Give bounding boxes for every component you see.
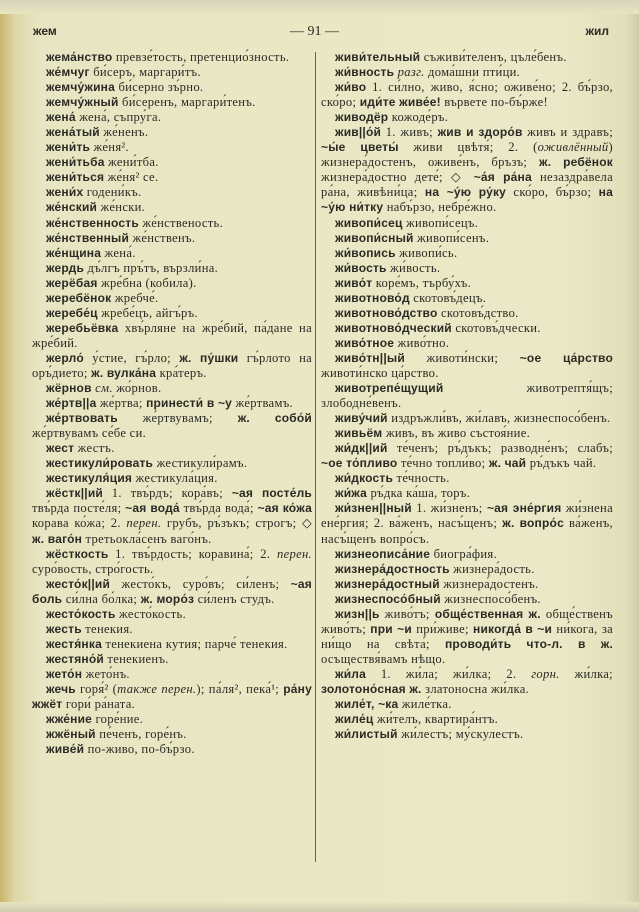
translation: издръжли́въ, жи́лавъ, жизнеспосо́бенъ. [387, 411, 611, 426]
headword: жеребёнок [46, 290, 112, 305]
phrase: ~ое то́пливо [321, 456, 398, 471]
translation: жена́. [101, 245, 136, 260]
headword: жесть [46, 621, 82, 636]
translation: третьокла́сенъ ваго́нъ. [82, 531, 212, 546]
translation: же́нственъ. [129, 230, 196, 245]
dictionary-entry [321, 592, 613, 607]
translation: ); па́ля², пека́¹; [196, 681, 284, 696]
translation: корава ко́жа; 2. [32, 516, 127, 531]
dictionary-entry [321, 577, 613, 592]
dictionary-entry [32, 381, 312, 396]
dictionary-entry [32, 140, 312, 155]
translation: жизнера́дость. [449, 561, 535, 576]
headword: же́ртв||а [46, 396, 97, 411]
dictionary-entry [32, 185, 312, 200]
translation: живо́тно. [394, 335, 450, 350]
translation: жестикула́ция. [132, 471, 218, 486]
headword: жеребьёвка [46, 320, 119, 335]
headword: жи́вость [335, 260, 387, 275]
translation: превзе́тость, претенцио́зность. [112, 50, 290, 64]
column-divider [315, 52, 316, 862]
translation: незаздра́вела ра́на, живѣни́ца; [321, 170, 613, 200]
headword: жиле́ц [335, 712, 374, 727]
phrase: жив и здоро́в [437, 125, 523, 140]
headword: жердь [46, 260, 85, 275]
headword: живопи́сный [335, 230, 414, 245]
dictionary-entry [321, 607, 613, 667]
headword: же́нственный [46, 230, 130, 245]
headword: жемчу́жный [46, 95, 119, 110]
phrase: золотоно́сная ж. [321, 681, 422, 696]
translation: жре́бна (кобила). [97, 275, 197, 290]
phrase: на ~у́ю ру́ку [424, 185, 507, 200]
translation: же́ня² се. [104, 170, 159, 185]
translation: жо́рнов. [112, 381, 162, 396]
dictionary-entry [32, 80, 312, 95]
dictionary-entry [321, 712, 613, 727]
phrase: ~ая боль [32, 576, 312, 606]
dictionary-entry [32, 306, 312, 321]
translation: гъ́рлото на оръ́дието; [32, 350, 312, 380]
translation: оживлённый [537, 140, 609, 155]
translation: жи́лка; [559, 666, 613, 681]
phrase: ж. вулка́на [91, 365, 157, 380]
phrase: ж. вопро́с [502, 516, 564, 531]
translation: жизнера́достно дете́; ◇ [321, 170, 474, 185]
translation: животи́нски; [404, 350, 520, 365]
translation: живъ и здравъ; [522, 125, 613, 140]
translation: же́ртва; [96, 396, 147, 411]
dictionary-entry [32, 742, 312, 757]
translation: разг. [394, 65, 425, 80]
dictionary-entry [321, 50, 613, 65]
phrase: ~а́я ра́на [473, 170, 532, 185]
headword: жени́ть [46, 140, 91, 155]
dictionary-entry [32, 547, 312, 577]
translation: животрептя́щъ; злободне́венъ. [321, 381, 613, 411]
translation: жизнера́достенъ. [439, 576, 539, 591]
phrase: ~ая эне́ргия [486, 501, 562, 516]
headword: животново́дство [335, 305, 438, 320]
translation: горн. [531, 666, 560, 681]
translation: жесто́кость. [115, 606, 187, 621]
translation: те́чность. [393, 471, 450, 486]
headword: же́нщина [46, 245, 102, 260]
headword: жи́жа [335, 486, 368, 501]
translation: животи́нско ца́рство. [321, 365, 439, 380]
phrase: иди́те живе́е! [359, 95, 441, 110]
translation: также перен. [117, 681, 197, 696]
translation: си́ленъ студъ. [194, 591, 275, 606]
translation: ва́женъ, насъ́щенъ вопро́съ. [321, 516, 613, 546]
headword: жест [46, 441, 75, 456]
dictionary-entry [321, 486, 613, 501]
headword: животново́дческий [335, 320, 452, 335]
translation: живъ, въ живо състоя́ние. [382, 426, 531, 441]
dictionary-entry [321, 667, 613, 697]
translation: горе́ние. [92, 712, 144, 727]
dictionary-entry [321, 125, 613, 215]
headword: живо́т [335, 275, 373, 290]
translation: скотовъ́дство. [437, 305, 519, 320]
headword: жечь [46, 681, 76, 696]
headword: же́нский [46, 200, 98, 215]
translation: жребе́цъ, айгъ́ръ. [97, 305, 198, 320]
translation: съживи́теленъ, цъле́бенъ. [420, 50, 567, 64]
headword: жени́х [46, 185, 84, 200]
translation: кра́теръ. [156, 365, 207, 380]
translation: 1. живъ; [381, 125, 438, 140]
dictionary-entry [32, 396, 312, 411]
headword: жена́тый [46, 125, 100, 140]
headword: жема́нство [46, 50, 113, 64]
translation: гори́ ра́ната. [62, 697, 136, 712]
headword: живе́й [46, 742, 85, 757]
dictionary-entry [32, 155, 312, 170]
headword: жи́вность [335, 65, 395, 80]
headword: жизнеописа́ние [335, 546, 431, 561]
left-column [32, 50, 312, 757]
dictionary-entry [32, 652, 312, 667]
translation: см. [91, 381, 113, 396]
dictionary-entry [32, 411, 312, 441]
translation: жребче́. [111, 290, 159, 305]
headword: животново́д [335, 290, 410, 305]
translation: твъ́рда посте́ля; [32, 501, 126, 516]
dictionary-entry [32, 50, 312, 65]
headword: живьём [335, 426, 383, 441]
scan-bottom-edge [0, 902, 639, 912]
dictionary-entry [32, 727, 312, 742]
dictionary-entry [32, 95, 312, 110]
headword: живо́тн||ый [335, 350, 405, 365]
translation: златоносна жи́лка. [421, 681, 530, 696]
dictionary-entry [32, 110, 312, 125]
headword: жето́н [46, 666, 83, 681]
dictionary-entry [321, 547, 613, 562]
dictionary-entry [32, 682, 312, 712]
dictionary-entry [32, 216, 312, 231]
translation: же́нски. [97, 200, 146, 215]
right-column [321, 50, 613, 742]
headword: жже́ние [46, 712, 93, 727]
headword: жёстк||ий [46, 486, 104, 501]
dictionary-entry [32, 170, 312, 185]
dictionary-entry [32, 667, 312, 682]
translation: вървете по-бъ́рже! [440, 95, 548, 110]
phrase: ж. ребёнок [538, 155, 613, 170]
translation: осъществя́вамъ нѣщо. [321, 651, 446, 666]
translation: суро́вость, стро́гость. [32, 561, 154, 576]
dictionary-entry [321, 411, 613, 426]
dictionary-entry [32, 486, 312, 546]
headword: же́ртвовать [46, 411, 118, 426]
translation: же́ня². [90, 140, 129, 155]
headword: жёрнов [46, 381, 92, 396]
translation: живо́тъ; [379, 606, 435, 621]
translation: обще́ственъ живо́тъ; [321, 606, 613, 636]
dictionary-entry [32, 261, 312, 276]
translation: жестикули́рамъ. [153, 456, 248, 471]
translation: ско́ро, бъ́рзо; [506, 185, 599, 200]
dictionary-entry [321, 291, 613, 306]
translation: те́ченъ; ръ́дъкъ; разводне́нъ; слабъ; [387, 441, 613, 456]
translation: годени́къ. [83, 185, 142, 200]
translation: дома́шни пти́ци. [424, 65, 521, 80]
dictionary-entry [32, 456, 312, 471]
dictionary-entry [321, 276, 613, 291]
dictionary-entry [32, 637, 312, 652]
translation: 1. твъ́рдъ; кора́въ; [103, 486, 232, 501]
dictionary-entry [321, 336, 613, 351]
dictionary-entry [32, 291, 312, 306]
dictionary-entry [32, 276, 312, 291]
phrase: ж. ваго́н [32, 531, 83, 546]
translation: би́серно зъ́рно. [115, 80, 204, 95]
headword: жив||о́й [335, 125, 382, 140]
phrase: ~ая вода́ [125, 501, 180, 516]
translation: ни́кога, за ни́що на свѣта́; [321, 621, 613, 651]
dictionary-entry [32, 125, 312, 140]
phrase: ~ы́е цветы́ [321, 140, 399, 155]
translation: у́стие, гъ́рло; [83, 350, 180, 365]
translation: перен. [126, 516, 162, 531]
translation: набъ́рзо, небре́жно. [383, 200, 497, 215]
translation: тенекия. [81, 621, 133, 636]
translation: жесто́къ, суро́въ; си́ленъ; [110, 576, 291, 591]
headword: жизнера́достность [335, 561, 450, 576]
translation: те́чно топли́во; [397, 456, 489, 471]
headword: жени́ться [46, 170, 105, 185]
translation: пе́ченъ, горе́нъ. [95, 727, 187, 742]
headword: жи́листый [335, 727, 398, 742]
dictionary-entry [321, 261, 613, 276]
headword: жерёбая [46, 275, 98, 290]
dictionary-entry [321, 426, 613, 441]
phrase: ~ое ца́рство [519, 350, 613, 365]
translation: жизнеспосо́бенъ. [440, 591, 541, 606]
translation: ръ́дка ка́ша, торъ. [367, 486, 471, 501]
translation: коре́мъ, търбу́хъ. [372, 275, 472, 290]
translation: 1. твъ́рдость; коравина́; 2. [108, 546, 278, 561]
translation: жи́вость. [386, 260, 441, 275]
dictionary-entry [321, 727, 613, 742]
dictionary-entry [321, 381, 613, 411]
translation: горя́² ( [75, 681, 118, 696]
dictionary-entry [321, 231, 613, 246]
headword: жестикуля́ция [46, 471, 133, 486]
translation: же́ртвувамъ се́бе си. [32, 426, 147, 441]
headword: живу́чий [335, 411, 388, 426]
dictionary-entry [32, 441, 312, 456]
translation: грубъ, ръ́зъкъ; строгъ; ◇ [161, 516, 312, 531]
phrase: ~ая посте́ль [231, 486, 312, 501]
headword: живодёр [335, 110, 389, 125]
phrase: ~ая ко́жа [257, 501, 313, 516]
translation: твъ́рда вода́; [179, 501, 258, 516]
headword: жестикули́ровать [46, 456, 154, 471]
translation: перен. [277, 546, 312, 561]
headword: жиле́т, ~ка [335, 697, 399, 712]
dictionary-entry [321, 562, 613, 577]
scan-top-edge [0, 0, 639, 14]
translation: же́ненъ. [99, 125, 149, 140]
dictionary-entry [32, 351, 312, 381]
dictionary-entry [32, 231, 312, 246]
dictionary-entry [321, 80, 613, 110]
dictionary-entry [321, 216, 613, 231]
translation: 1. си́лно, живо, я́сно; оживе́но; 2. бъ́рзо, ско́ро; [321, 80, 613, 110]
translation: биогра́фия. [430, 546, 497, 561]
dictionary-entry [321, 321, 613, 336]
translation: жена́, съпру́га. [75, 110, 162, 125]
dictionary-entry [32, 622, 312, 637]
dictionary-entry [321, 471, 613, 486]
headword: жи́дкость [335, 471, 394, 486]
translation: би́серъ, маргари́тъ. [89, 65, 201, 80]
dictionary-entry [321, 351, 613, 381]
translation: живопи́сецъ. [402, 215, 479, 230]
headword: жесто́к||ий [46, 576, 111, 591]
translation: жи́знена ене́ргия; 2. ва́женъ, насъ́щенъ; [321, 501, 613, 531]
translation: жени́тба. [104, 155, 159, 170]
translation: ръ́дъкъ чай. [526, 456, 597, 471]
headword: жени́тьба [46, 155, 105, 170]
translation: хвъ́рляне на жре́бий, па́дане на жре́бий. [32, 320, 312, 350]
headword: жи́ла [335, 666, 366, 681]
dictionary-entry [32, 246, 312, 261]
translation: жето́нъ. [82, 666, 130, 681]
translation: жестъ. [74, 441, 115, 456]
left-guide-word: жем [33, 24, 57, 38]
translation: при́живе; [411, 621, 474, 636]
right-guide-word: жил [585, 24, 609, 38]
headword: же́нственность [46, 215, 139, 230]
dictionary-entry [32, 65, 312, 80]
dictionary-entry [32, 471, 312, 486]
headword: жена́ [46, 110, 76, 125]
headword: же́мчуг [46, 65, 90, 80]
translation: тенекиенъ. [103, 651, 169, 666]
page-number: — 91 — [290, 24, 339, 39]
translation: жиле́тка. [398, 697, 452, 712]
headword: жизн||ь [335, 606, 380, 621]
dictionary-entry [321, 501, 613, 546]
phrase: принести́ в ~у [146, 396, 233, 411]
headword: жи́вопись [335, 245, 396, 260]
translation: 1. жи́зненъ; [411, 501, 487, 516]
dictionary-entry [321, 441, 613, 471]
translation: живопи́сь. [395, 245, 458, 260]
phrase: на ~у́ю ни́тку [321, 185, 613, 215]
headword: жеребе́ц [46, 305, 98, 320]
translation: по-живо, по-бъ́рзо. [84, 742, 195, 757]
translation: тенекиена кутия; парче́ тенекия. [101, 636, 288, 651]
headword: жизнеспосо́бный [335, 591, 441, 606]
dictionary-entry [32, 607, 312, 622]
dictionary-entry [321, 65, 613, 80]
translation: живи цвѣтя́; 2. ( [398, 140, 538, 155]
dictionary-entry [321, 306, 613, 321]
translation: жи́телъ, квартира́нтъ. [373, 712, 499, 727]
phrase: никогда́ в ~и [473, 621, 553, 636]
phrase: при ~и [370, 621, 412, 636]
phrase: проводи́ть что-л. в ж. [444, 636, 613, 651]
headword: жестя́нка [46, 636, 102, 651]
phrase: ж. собо́й [237, 411, 312, 426]
headword: жи́во [335, 80, 367, 95]
headword: жесто́кость [46, 606, 116, 621]
translation: ) жизнера́достенъ, оживе́нъ, бръзъ; [321, 140, 613, 170]
headword: жёсткость [46, 546, 109, 561]
dictionary-entry [321, 246, 613, 261]
translation: скотовъ́дчески. [451, 320, 541, 335]
headword: жерло́ [46, 350, 84, 365]
headword: жизнера́достный [335, 576, 440, 591]
headword: жи́дк||ий [335, 441, 388, 456]
dictionary-entry [321, 110, 613, 125]
headword: живо́тное [335, 335, 395, 350]
dictionary-entry [32, 712, 312, 727]
translation: же́ртвамъ. [232, 396, 293, 411]
headword: животрепе́щущий [335, 381, 444, 396]
dictionary-entry [32, 200, 312, 215]
phrase: обще́ственная ж. [434, 606, 541, 621]
headword: живи́тельный [335, 50, 421, 64]
translation: скотовъ́децъ. [409, 290, 487, 305]
phrase: ж. чай [488, 456, 527, 471]
phrase: ра́ну жжёт [32, 681, 312, 712]
translation: жи́лестъ; му́скулестъ. [397, 727, 524, 742]
translation: дъ́лгъ пръ́тъ, вързли́на. [84, 260, 219, 275]
headword: жестяно́й [46, 651, 104, 666]
phrase: ж. моро́з [140, 591, 195, 606]
headword: живопи́сец [335, 215, 403, 230]
translation: живопи́сенъ. [413, 230, 490, 245]
dictionary-entry [32, 321, 312, 351]
headword: жжёный [46, 727, 96, 742]
translation: си́лна бо́лка; [62, 591, 141, 606]
headword: жи́знен||ный [335, 501, 412, 516]
translation: же́нственость. [138, 215, 224, 230]
translation: кожоде́ръ. [388, 110, 449, 125]
translation: 1. жи́ла; жи́лка; 2. [365, 666, 532, 681]
dictionary-entry [32, 577, 312, 607]
translation: же́ртвувамъ; [117, 411, 238, 426]
dictionary-entry [321, 697, 613, 712]
headword: жемчу́жина [46, 80, 115, 95]
translation: би́серенъ, маргари́тенъ. [118, 95, 256, 110]
phrase: ж. пу́шки [179, 350, 239, 365]
